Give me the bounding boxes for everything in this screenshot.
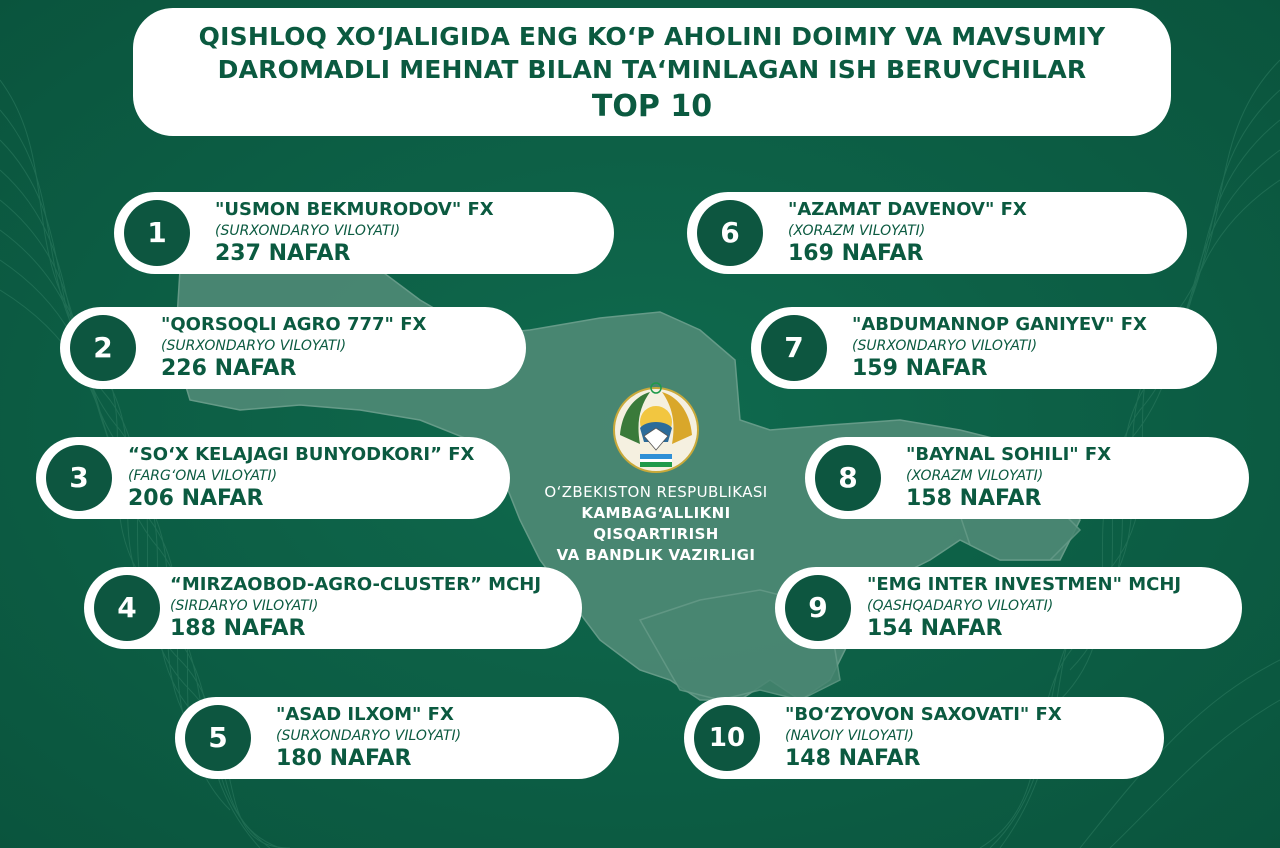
rank-badge: 2 <box>70 315 136 381</box>
employer-card-4 <box>84 567 582 649</box>
employer-region: (SURXONDARYO VILOYATI) <box>215 223 401 239</box>
state-emblem-icon <box>610 380 702 474</box>
employee-count: 148 NAFAR <box>785 746 921 771</box>
employee-count: 206 NAFAR <box>128 486 264 511</box>
ministry-line-2: KAMBAG‘ALLIKNI QISQARTIRISH <box>581 504 731 543</box>
employer-region: (XORAZM VILOYATI) <box>906 468 1044 484</box>
employee-count: 154 NAFAR <box>867 616 1003 641</box>
rank-badge: 5 <box>185 705 251 771</box>
employer-name: "QORSOQLI AGRO 777" FX <box>161 314 427 335</box>
employee-count: 180 NAFAR <box>276 746 412 771</box>
employer-region: (SURXONDARYO VILOYATI) <box>852 338 1038 354</box>
employer-name: "ASAD ILXOM" FX <box>276 704 454 725</box>
employer-name: "BAYNAL SOHILI" FX <box>906 444 1112 465</box>
employer-card-1 <box>114 192 614 274</box>
employer-region: (SIRDARYO VILOYATI) <box>170 598 319 614</box>
employer-card-10 <box>684 697 1164 779</box>
employer-card-8 <box>805 437 1249 519</box>
title-card <box>133 8 1171 136</box>
ministry-caption <box>520 482 792 566</box>
employer-region: (XORAZM VILOYATI) <box>788 223 926 239</box>
employer-card-3 <box>36 437 510 519</box>
employer-card-5 <box>175 697 619 779</box>
title-line-2: DAROMADLI MEHNAT BILAN TA‘MINLAGAN ISH BERUVCHILAR <box>217 55 1087 84</box>
employer-region: (NAVOIY VILOYATI) <box>785 728 914 744</box>
ministry-line-1: O‘ZBEKISTON RESPUBLIKASI <box>544 483 768 501</box>
employer-name: “MIRZAOBOD-AGRO-CLUSTER” MCHJ <box>170 574 542 595</box>
employer-name: "AZAMAT DAVENOV" FX <box>788 199 1027 220</box>
rank-badge: 8 <box>815 445 881 511</box>
employer-region: (SURXONDARYO VILOYATI) <box>276 728 462 744</box>
employer-name: "USMON BEKMURODOV" FX <box>215 199 494 220</box>
employer-region: (QASHQADARYO VILOYATI) <box>867 598 1054 614</box>
employee-count: 237 NAFAR <box>215 241 351 266</box>
employer-name: "EMG INTER INVESTMEN" MCHJ <box>867 574 1182 595</box>
employer-name: "ABDUMANNOP GANIYEV" FX <box>852 314 1147 335</box>
rank-badge: 4 <box>94 575 160 641</box>
employer-card-7 <box>751 307 1217 389</box>
employer-card-9 <box>775 567 1242 649</box>
employer-region: (FARG‘ONA VILOYATI) <box>128 468 278 484</box>
employer-name: “SO‘X KELAJAGI BUNYODKORI” FX <box>128 444 475 465</box>
employee-count: 159 NAFAR <box>852 356 988 381</box>
employee-count: 188 NAFAR <box>170 616 306 641</box>
rank-badge: 10 <box>694 705 760 771</box>
rank-badge: 7 <box>761 315 827 381</box>
employer-region: (SURXONDARYO VILOYATI) <box>161 338 347 354</box>
rank-badge: 1 <box>124 200 190 266</box>
employee-count: 169 NAFAR <box>788 241 924 266</box>
employer-card-6 <box>687 192 1187 274</box>
ministry-line-3: VA BANDLIK VAZIRLIGI <box>556 546 756 564</box>
title-top-10: TOP 10 <box>591 89 713 124</box>
title-line-1: QISHLOQ XO‘JALIGIDA ENG KO‘P AHOLINI DOIMIY VA MAVSUMIY <box>198 22 1106 51</box>
employee-count: 158 NAFAR <box>906 486 1042 511</box>
employee-count: 226 NAFAR <box>161 356 297 381</box>
rank-badge: 6 <box>697 200 763 266</box>
employer-name: "BO‘ZYOVON SAXOVATI" FX <box>785 704 1062 725</box>
employer-card-2 <box>60 307 526 389</box>
rank-badge: 9 <box>785 575 851 641</box>
rank-badge: 3 <box>46 445 112 511</box>
